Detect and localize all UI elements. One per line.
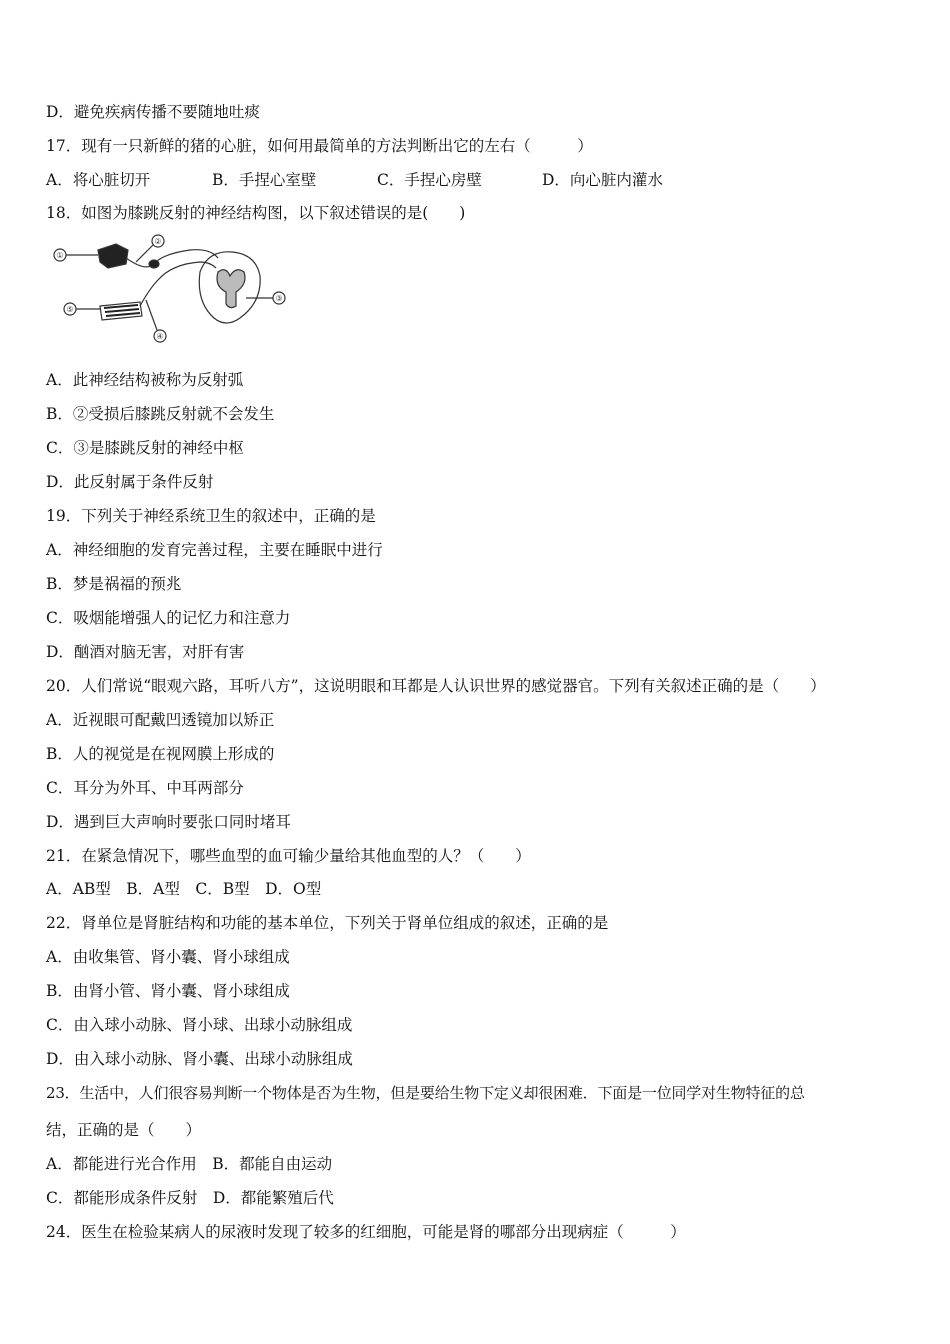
q22-option-c: C．由入球小动脉、肾小球、出球小动脉组成 bbox=[46, 1016, 353, 1034]
grey-matter bbox=[217, 270, 245, 308]
q17-option-c: C．手捏心房壁 bbox=[377, 171, 482, 189]
knee-jerk-reflex-diagram bbox=[50, 232, 290, 344]
q22-option-b: B．由肾小管、肾小囊、肾小球组成 bbox=[46, 982, 290, 1000]
q19-option-b: B．梦是祸福的预兆 bbox=[46, 575, 182, 593]
q20-option-b: B．人的视觉是在视网膜上形成的 bbox=[46, 745, 275, 763]
q21-stem: 21．在紧急情况下，哪些血型的血可输少量给其他血型的人？（ ） bbox=[46, 847, 531, 865]
q18-option-b: B．②受损后膝跳反射就不会发生 bbox=[46, 405, 275, 423]
q21-options: A．AB型 B．A型 C．B型 D．O型 bbox=[46, 880, 322, 898]
q18-stem: 18．如图为膝跳反射的神经结构图，以下叙述错误的是( ) bbox=[46, 204, 466, 222]
q23-options-row2: C．都能形成条件反射 D．都能繁殖后代 bbox=[46, 1189, 334, 1207]
label-5: ⑤ bbox=[66, 305, 74, 314]
q24-stem: 24．医生在检验某病人的尿液时发现了较多的红细胞，可能是肾的哪部分出现病症（ ） bbox=[46, 1223, 686, 1241]
q19-stem: 19．下列关于神经系统卫生的叙述中，正确的是 bbox=[46, 507, 376, 525]
label-3: ③ bbox=[275, 294, 283, 303]
q22-stem: 22．肾单位是肾脏结构和功能的基本单位，下列关于肾单位组成的叙述，正确的是 bbox=[46, 914, 609, 932]
q20-option-a: A．近视眼可配戴凹透镜加以矫正 bbox=[46, 711, 275, 729]
q19-option-d: D．酗酒对脑无害，对肝有害 bbox=[46, 643, 245, 661]
q19-option-a: A．神经细胞的发育完善过程，主要在睡眠中进行 bbox=[46, 541, 383, 559]
label-4: ④ bbox=[156, 332, 164, 341]
q22-option-a: A．由收集管、肾小囊、肾小球组成 bbox=[46, 948, 290, 966]
q22-option-d: D．由入球小动脉、肾小囊、出球小动脉组成 bbox=[46, 1050, 353, 1068]
q18-option-a: A．此神经结构被称为反射弧 bbox=[46, 371, 244, 389]
q17-option-b: B．手捏心室壁 bbox=[212, 171, 317, 189]
q20-stem: 20．人们常说“眼观六路，耳听八方”，这说明眼和耳都是人认识世界的感觉器官。下列有关叙述正确的是（ ） bbox=[46, 677, 826, 695]
q17-option-a: A．将心脏切开 bbox=[46, 171, 151, 189]
q23-stem-line2: 结，正确的是（ ） bbox=[46, 1121, 202, 1139]
q20-option-c: C．耳分为外耳、中耳两部分 bbox=[46, 779, 244, 797]
q17-options bbox=[46, 170, 663, 190]
ganglion bbox=[149, 260, 159, 268]
q18-option-c: C．③是膝跳反射的神经中枢 bbox=[46, 439, 244, 457]
label-1: ① bbox=[56, 251, 64, 260]
receptor bbox=[98, 244, 128, 268]
label-2: ② bbox=[154, 237, 162, 246]
q23-stem-line1: 23．生活中，人们很容易判断一个物体是否为生物，但是要给生物下定义却很困难．下面是一位同学对生物特征的总 bbox=[46, 1084, 805, 1102]
q20-option-d: D．遇到巨大声响时要张口同时堵耳 bbox=[46, 813, 291, 831]
q17-option-d: D．向心脏内灌水 bbox=[542, 171, 663, 189]
q18-option-d: D．此反射属于条件反射 bbox=[46, 473, 214, 491]
q17-stem: 17．现有一只新鲜的猪的心脏，如何用最简单的方法判断出它的左右（ ） bbox=[46, 137, 593, 155]
q16-option-d: D．避免疾病传播不要随地吐痰 bbox=[46, 103, 260, 121]
q23-options-row1: A．都能进行光合作用 B．都能自由运动 bbox=[46, 1155, 333, 1173]
efferent-nerve bbox=[140, 262, 216, 306]
q19-option-c: C．吸烟能增强人的记忆力和注意力 bbox=[46, 609, 291, 627]
